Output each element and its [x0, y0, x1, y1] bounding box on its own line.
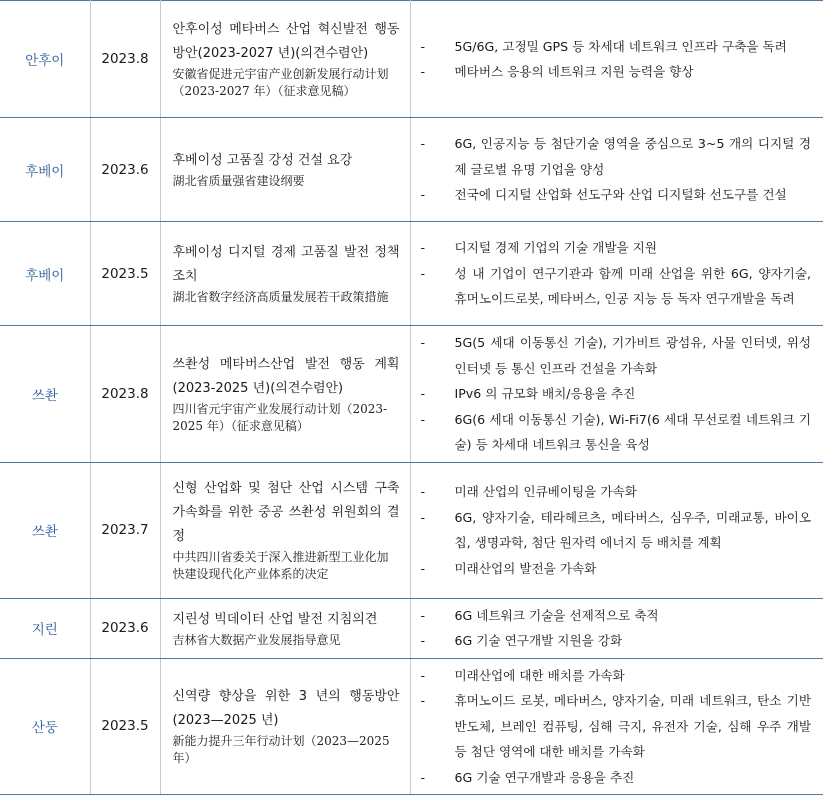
date-cell: 2023.6: [90, 598, 160, 658]
date-cell: 2023.8: [90, 326, 160, 463]
dash-bullet: -: [420, 560, 426, 576]
policy-title-ko: 쓰촨성 메타버스산업 발전 행동 계획(2023-2025 년)(의견수렴안): [172, 356, 400, 396]
measure-text: 6G, 양자기술, 테라헤르츠, 메타버스, 심우주, 미래교통, 바이오 칩, 생명과학, 첨단 원자력 에너지 등 배치를 계획: [454, 509, 811, 550]
policy-title-ko: 신형 산업화 및 첨단 산업 시스템 구축 가속화를 위한 중공 쓰촨성 위원회의 결정: [172, 481, 400, 544]
list-item: [421, 34, 812, 60]
list-item: [421, 628, 812, 654]
measure-text: 메타버스 응용의 네트워크 지원 능력을 향상: [454, 64, 694, 79]
dash-bullet: -: [420, 265, 426, 281]
list-item: [421, 479, 812, 505]
measure-text: IPv6 의 규모화 배치/응용을 추진: [454, 386, 636, 401]
list-item: [421, 59, 812, 85]
dash-bullet: -: [420, 335, 426, 350]
region-cell: 지린: [0, 598, 90, 658]
region-cell: 쓰촨: [0, 326, 90, 463]
policy-title-zh: 新能力提升三年行动计划（2023—2025 年）: [172, 734, 390, 766]
measures-cell: [410, 658, 823, 795]
policy-title-ko: 신역량 향상을 위한 3 년의 행동방안(2023—2025 년): [172, 689, 400, 729]
policy-title-cell: [160, 1, 410, 118]
list-item: [421, 688, 812, 765]
policy-title-ko: 후베이성 디지털 경제 고품질 발전 정책 조치: [172, 245, 400, 284]
list-item: [421, 556, 812, 582]
list-item: [421, 381, 812, 407]
date-cell: 2023.7: [90, 462, 160, 598]
table-row: [0, 1, 823, 118]
date-cell: 2023.5: [90, 222, 160, 326]
measure-text: 미래산업에 대한 배치를 가속화: [454, 667, 625, 683]
list-item: [421, 330, 812, 381]
policy-title-ko: 지린성 빅데이터 산업 발전 지침의견: [172, 611, 378, 627]
dash-bullet: -: [420, 509, 426, 525]
list-item: [421, 765, 812, 791]
measures-cell: [410, 326, 823, 463]
dash-bullet: -: [420, 633, 426, 648]
measure-text: 미래산업의 발전을 가속화: [454, 560, 597, 576]
table-row: [0, 118, 823, 222]
measure-text: 6G 네트워크 기술을 선제적으로 축적: [454, 607, 659, 623]
policy-title-cell: [160, 118, 410, 222]
policy-title-cell: [160, 326, 410, 463]
list-item: [421, 663, 812, 689]
list-item: [421, 603, 812, 629]
dash-bullet: -: [420, 607, 426, 623]
measure-text: 미래 산업의 인큐베이팅을 가속화: [454, 484, 637, 499]
region-cell: 산둥: [0, 658, 90, 795]
list-item: [421, 235, 812, 261]
dash-bullet: -: [420, 386, 426, 401]
date-cell: 2023.8: [90, 1, 160, 118]
policy-title-cell: [160, 598, 410, 658]
measure-text: 6G, 인공지능 등 첨단기술 영역을 중심으로 3~5 개의 디지털 경제 글로벌 유명 기업을 양성: [454, 136, 811, 177]
dash-bullet: -: [420, 187, 426, 203]
region-cell: 후베이: [0, 222, 90, 326]
date-cell: 2023.6: [90, 118, 160, 222]
list-item: [421, 182, 812, 208]
measures-cell: [410, 1, 823, 118]
dash-bullet: -: [420, 484, 426, 499]
region-cell: 쓰촨: [0, 462, 90, 598]
list-item: [421, 261, 812, 312]
measures-cell: [410, 118, 823, 222]
measures-cell: [410, 222, 823, 326]
measure-text: 6G 기술 연구개발 지원을 강화: [454, 633, 623, 648]
policy-title-cell: [160, 462, 410, 598]
list-item: [421, 131, 812, 182]
region-cell: 후베이: [0, 118, 90, 222]
measure-text: 5G/6G, 고정밀 GPS 등 차세대 네트워크 인프라 구축을 독려: [454, 38, 787, 54]
table-row: [0, 326, 823, 463]
dash-bullet: -: [420, 769, 426, 785]
dash-bullet: -: [420, 38, 426, 54]
table-row: [0, 658, 823, 795]
policy-title-zh: 安徽省促进元宇宙产业创新发展行动计划（2023-2027 年）（征求意见稿）: [172, 67, 389, 98]
policy-title-cell: [160, 658, 410, 795]
policy-title-zh: 吉林省大数据产业发展指导意见: [172, 632, 341, 647]
policy-title-cell: [160, 222, 410, 326]
policy-title-zh: 中共四川省委关于深入推进新型工业化加快建设现代化产业体系的决定: [172, 550, 389, 581]
date-cell: 2023.5: [90, 658, 160, 795]
policy-title-zh: 湖北省数字经济高质量发展若干政策措施: [172, 290, 389, 304]
measure-text: 성 내 기업이 연구기관과 함께 미래 산업을 위한 6G, 양자기술, 휴머노이드로봇, 메타버스, 인공 지능 등 독자 연구개발을 독려: [454, 265, 811, 307]
measure-text: 6G 기술 연구개발과 응용을 추진: [454, 769, 635, 785]
table-row: [0, 598, 823, 658]
dash-bullet: -: [420, 693, 426, 708]
table-row: [0, 462, 823, 598]
dash-bullet: -: [420, 240, 426, 256]
measure-text: 5G(5 세대 이동통신 기술), 기가비트 광섬유, 사물 인터넷, 위성 인터넷 등 통신 인프라 건설을 가속화: [454, 335, 811, 376]
policy-title-ko: 안후이성 메타버스 산업 혁신발전 행동방안(2023-2027 년)(의견수렴안): [172, 22, 400, 61]
measure-text: 6G(6 세대 이동통신 기술), Wi-Fi7(6 세대 무선로컬 네트워크 기술) 등 차세대 네트워크 통신을 육성: [454, 411, 811, 452]
region-cell: 안후이: [0, 1, 90, 118]
measure-text: 전국에 디지털 산업화 선도구와 산업 디지털화 선도구를 건설: [454, 187, 787, 203]
list-item: [421, 407, 812, 458]
dash-bullet: -: [420, 667, 426, 683]
policy-title-zh: 湖北省质量强省建设纲要: [172, 174, 305, 188]
dash-bullet: -: [420, 411, 426, 427]
measure-text: 디지털 경제 기업의 기술 개발을 지원: [454, 240, 657, 256]
table-row: [0, 222, 823, 326]
list-item: [421, 505, 812, 556]
policy-title-ko: 후베이성 고품질 강성 건설 요강: [172, 153, 353, 168]
dash-bullet: -: [420, 136, 426, 152]
policy-title-zh: 四川省元宇宙产业发展行动计划（2023-2025 年）（征求意见稿）: [172, 401, 388, 433]
measures-cell: [410, 598, 823, 658]
dash-bullet: -: [420, 64, 426, 79]
measure-text: 휴머노이드 로봇, 메타버스, 양자기술, 미래 네트워크, 탄소 기반 반도체, 브레인 컴퓨팅, 심해 극지, 유전자 기술, 심해 우주 개발 등 첨단 영역에 대한 배치를 가속화: [454, 693, 811, 759]
measures-cell: [410, 462, 823, 598]
